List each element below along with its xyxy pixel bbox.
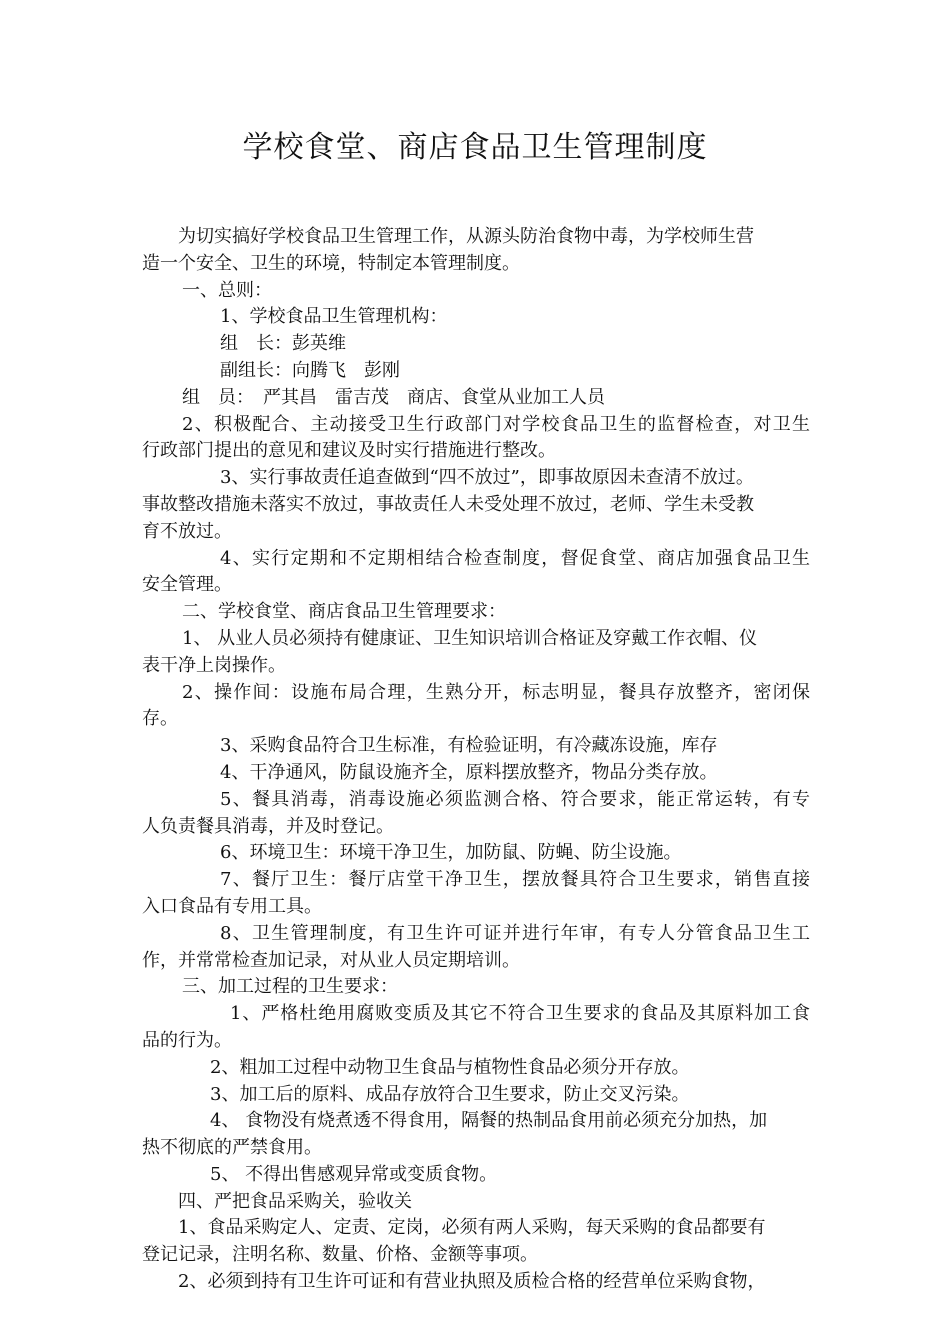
text-line: 三、加工过程的卫生要求： [182,976,398,998]
text-line: 5、餐具消毒，消毒设施必须监测合格、符合要求，能正常运转，有专 [220,788,812,810]
text-line: 存。 [142,708,178,730]
text-line: 作，并常常检查加记录，对从业人员定期培训。 [142,949,520,971]
text-line: 四、严把食品采购关，验收关 [178,1190,412,1212]
text-line: 热不彻底的严禁食用。 [142,1137,322,1159]
text-line: 7、餐厅卫生：餐厅店堂干净卫生，摆放餐具符合卫生要求，销售直接 [220,869,812,891]
text-line: 造一个安全、卫生的环境，特制定本管理制度。 [142,252,520,274]
text-line: 1、 从业人员必须持有健康证、卫生知识培训合格证及穿戴工作衣帽、仪 [182,627,758,649]
text-line: 8、卫生管理制度，有卫生许可证并进行年审，有专人分管食品卫生工 [220,922,812,944]
text-line: 品的行为。 [142,1029,232,1051]
text-line: 4、 食物没有烧煮透不得食用，隔餐的热制品食用前必须充分加热，加 [210,1110,768,1132]
text-line: 3、加工后的原料、成品存放符合卫生要求，防止交叉污染。 [210,1083,690,1105]
page-title: 学校食堂、商店食品卫生管理制度 [242,130,708,165]
text-line: 5、 不得出售感观异常或变质食物。 [210,1163,498,1185]
text-line: 2、操作间：设施布局合理，生熟分开，标志明显，餐具存放整齐，密闭保 [182,681,812,703]
text-line: 表干净上岗操作。 [142,654,286,676]
text-line: 1、严格杜绝用腐败变质及其它不符合卫生要求的食品及其原料加工食 [230,1003,811,1025]
document-body [142,224,810,1296]
text-line: 行政部门提出的意见和建议及时实行措施进行整改。 [142,440,556,462]
text-line: 二、学校食堂、商店食品卫生管理要求： [182,601,506,623]
text-line: 4、实行定期和不定期相结合检查制度，督促食堂、商店加强食品卫生 [220,547,812,569]
text-line: 事故整改措施未落实不放过，事故责任人未受处理不放过，老师、学生未受教 [142,493,754,515]
text-line: 入口食品有专用工具。 [142,895,322,917]
text-line: 2、粗加工过程中动物卫生食品与植物性食品必须分开存放。 [210,1056,690,1078]
text-line: 人负责餐具消毒，并及时登记。 [142,815,394,837]
text-line: 2、必须到持有卫生许可证和有营业执照及质检合格的经营单位采购食物， [178,1271,766,1293]
text-line: 组 员： 严其昌 雷吉茂 商店、食堂从业加工人员 [182,386,605,408]
text-line: 育不放过。 [142,520,232,542]
text-line: 6、环境卫生：环境干净卫生，加防鼠、防蝇、防尘设施。 [220,842,682,864]
text-line: 4、干净通风，防鼠设施齐全，原料摆放整齐，物品分类存放。 [220,761,718,783]
text-line: 为切实搞好学校食品卫生管理工作，从源头防治食物中毒，为学校师生营 [178,226,754,247]
text-line: 2、积极配合、主动接受卫生行政部门对学校食品卫生的监督检查，对卫生 [182,413,812,435]
text-line: 安全管理。 [142,574,232,596]
text-line: 登记记录，注明名称、数量、价格、金额等事项。 [142,1244,538,1266]
text-line: 3、实行事故责任追查做到“四不放过”，即事故原因未查清不放过。 [220,467,754,489]
text-line: 1、学校食品卫生管理机构： [220,306,448,328]
text-line: 3、采购食品符合卫生标准，有检验证明，有冷藏冻设施，库存 [220,735,718,757]
text-line: 1、食品采购定人、定责、定岗，必须有两人采购，每天采购的食品都要有 [178,1217,766,1239]
text-line: 一、总则： [182,279,272,301]
text-line: 组 长：彭英维 [220,333,346,355]
text-line: 副组长：向腾飞 彭刚 [220,359,400,381]
